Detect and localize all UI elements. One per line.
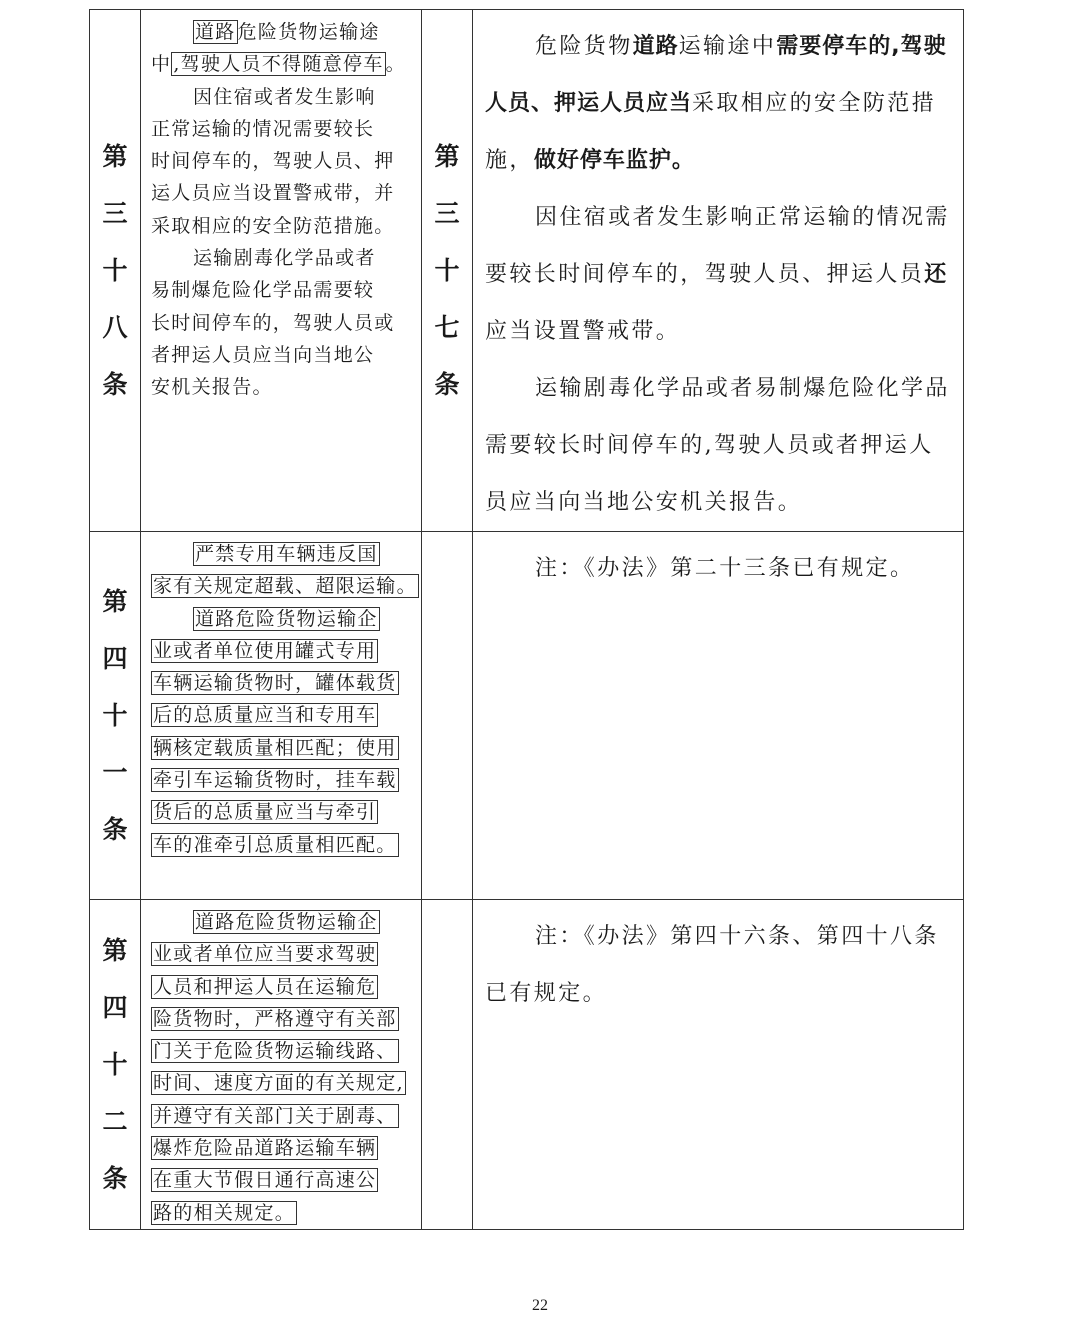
- article-char: 一: [102, 758, 128, 787]
- old-text-line: [151, 667, 419, 699]
- revised-text: 还: [924, 262, 948, 287]
- old-text-line: [151, 339, 419, 371]
- table-row: [90, 900, 964, 1230]
- new-article-number: [422, 10, 473, 532]
- revised-text: 道路: [632, 34, 679, 59]
- new-article-text: [473, 10, 964, 532]
- old-text-line: [151, 16, 419, 48]
- old-text-line: [151, 274, 419, 306]
- deleted-text-box: 人员和押运人员在运输危: [153, 975, 377, 998]
- article-char: 十: [102, 256, 128, 285]
- old-text-line: [151, 971, 419, 1003]
- article-char: 三: [434, 199, 460, 228]
- old-text-line: [151, 699, 419, 731]
- page-number: 22: [532, 1297, 548, 1314]
- deleted-text-box: 牵引车运输货物时，挂车载: [153, 769, 397, 792]
- old-text-line: [151, 1035, 419, 1067]
- deleted-text-box: 险货物时，严格遵守有关部: [153, 1007, 397, 1030]
- new-article-text: [473, 900, 964, 1230]
- old-text-line: [151, 307, 419, 339]
- old-text-line: [151, 635, 419, 667]
- article-char: 条: [434, 370, 460, 399]
- new-text-segment: 注：《办法》第二十三条已有规定。: [535, 556, 915, 581]
- old-text-line: [151, 764, 419, 796]
- revised-text: 需要停车的,驾驶人员、押运人员应当: [485, 34, 947, 116]
- article-char: 十: [102, 1049, 128, 1079]
- article-char: 十: [434, 256, 460, 285]
- new-text-paragraph: [485, 540, 953, 597]
- deleted-text-box: 道路: [195, 21, 236, 43]
- deleted-text-box: 严禁专用车辆违反国: [195, 543, 378, 565]
- article-char: 三: [102, 199, 128, 228]
- article-char: 条: [102, 370, 128, 399]
- article-char: 条: [102, 815, 128, 844]
- old-text-line: [151, 938, 419, 970]
- article-char: 第: [102, 587, 128, 616]
- old-text-line: [151, 603, 419, 635]
- old-text-line: [151, 796, 419, 828]
- new-text-paragraph: [485, 360, 953, 531]
- old-text-segment: 运输剧毒化学品或者: [193, 247, 376, 270]
- new-article-number: [422, 532, 473, 900]
- old-text-segment: 运人员应当设置警戒带，并: [151, 182, 395, 205]
- old-article-text: [141, 10, 422, 532]
- old-text-segment: 危险货物运输途: [237, 21, 380, 43]
- old-text-line: [151, 1132, 419, 1164]
- deleted-text-box: 在重大节假日通行高速公: [153, 1169, 377, 1192]
- old-text-line: [151, 1067, 419, 1099]
- old-text-segment: 易制爆危险化学品需要较: [151, 279, 375, 302]
- old-text-segment: 者押运人员应当向当地公: [151, 343, 375, 366]
- article-char: 第: [102, 935, 128, 965]
- old-text-line: [151, 113, 419, 145]
- new-article-number: [422, 900, 473, 1230]
- old-text-line: [151, 371, 419, 403]
- old-text-line: [151, 177, 419, 209]
- revised-text: 做好停车监护。: [533, 148, 695, 173]
- old-text-line: [151, 1197, 419, 1229]
- new-text-segment: 注：《办法》第四十六条、第四十八条已有规定。: [485, 924, 939, 1006]
- old-text-line: [151, 1003, 419, 1035]
- old-text-segment: 因住宿或者发生影响: [193, 85, 376, 108]
- old-article-number: [90, 532, 141, 900]
- new-text-segment: 危险货物: [535, 34, 633, 59]
- deleted-text-box: 时间、速度方面的有关规定,: [153, 1072, 404, 1095]
- old-text-line: [151, 242, 419, 274]
- article-char: 二: [102, 1106, 128, 1136]
- old-text-line: [151, 1164, 419, 1196]
- old-text-segment: 正常运输的情况需要较长: [151, 117, 375, 140]
- deleted-text-box: 道路危险货物运输企: [195, 911, 378, 933]
- new-text-paragraph: [485, 189, 953, 360]
- old-text-segment: 安机关报告。: [151, 376, 273, 399]
- article-char: 十: [102, 701, 128, 730]
- deleted-text-box: ,驾驶人员不得随意停车: [173, 53, 384, 76]
- deleted-text-box: 车辆运输货物时，罐体载货: [153, 672, 397, 695]
- old-text-segment: 。: [385, 53, 406, 76]
- article-char: 四: [102, 644, 128, 673]
- old-text-line: [151, 570, 419, 602]
- deleted-text-box: 货后的总质量应当与牵引: [153, 801, 377, 824]
- old-text-line: [151, 210, 419, 242]
- deleted-text-box: 后的总质量应当和专用车: [153, 704, 377, 727]
- old-text-segment: 长时间停车的，驾驶人员或: [151, 311, 395, 334]
- old-article-text: [141, 900, 422, 1230]
- article-char: 条: [102, 1163, 128, 1193]
- old-text-segment: 采取相应的安全防范措施。: [151, 214, 395, 237]
- new-article-text: [473, 532, 964, 900]
- new-text-paragraph: [485, 908, 953, 1022]
- old-text-segment: 时间停车的，驾驶人员、押: [151, 150, 395, 173]
- new-text-paragraph: [485, 18, 953, 189]
- new-text-segment: 运输途中: [678, 34, 777, 59]
- old-text-line: [151, 829, 419, 861]
- old-text-line: [151, 906, 419, 938]
- old-text-line: [151, 145, 419, 177]
- old-article-number: [90, 10, 141, 532]
- deleted-text-box: 路的相关规定。: [153, 1201, 296, 1224]
- old-text-line: [151, 81, 419, 113]
- table-row: [90, 10, 964, 532]
- old-text-line: [151, 538, 419, 570]
- old-article-text: [141, 532, 422, 900]
- article-char: 第: [434, 142, 460, 171]
- deleted-text-box: 业或者单位应当要求驾驶: [153, 943, 377, 966]
- deleted-text-box: 并遵守有关部门关于剧毒、: [153, 1104, 397, 1127]
- deleted-text-box: 业或者单位使用罐式专用: [153, 639, 377, 662]
- new-text-segment: 运输剧毒化学品或者易制爆危险化学品需要较长时间停车的,驾驶人员或者押运人员应当向当地公安机关报告。: [485, 376, 950, 515]
- article-char: 七: [434, 313, 460, 342]
- old-text-line: [151, 1100, 419, 1132]
- comparison-table: [89, 9, 964, 1230]
- old-text-segment: 中: [151, 53, 172, 76]
- deleted-text-box: 辆核定载质量相匹配；使用: [153, 736, 397, 759]
- deleted-text-box: 车的准牵引总质量相匹配。: [153, 833, 397, 856]
- deleted-text-box: 门关于危险货物运输线路、: [153, 1040, 397, 1063]
- old-text-line: [151, 732, 419, 764]
- article-char: 第: [102, 142, 128, 171]
- table-row: [90, 532, 964, 900]
- article-char: 四: [102, 992, 128, 1022]
- new-text-segment: 应当设置警戒带。: [485, 319, 681, 344]
- new-text-segment: 采取相应的安全防范措施，: [485, 91, 937, 173]
- deleted-text-box: 家有关规定超载、超限运输。: [153, 575, 417, 598]
- deleted-text-box: 爆炸危险品道路运输车辆: [153, 1137, 377, 1160]
- article-char: 八: [102, 313, 128, 342]
- old-article-number: [90, 900, 141, 1230]
- new-text-segment: 因住宿或者发生影响正常运输的情况需要较长时间停车的，驾驶人员、押运人员: [485, 205, 950, 287]
- old-text-line: [151, 48, 419, 80]
- deleted-text-box: 道路危险货物运输企: [195, 607, 378, 630]
